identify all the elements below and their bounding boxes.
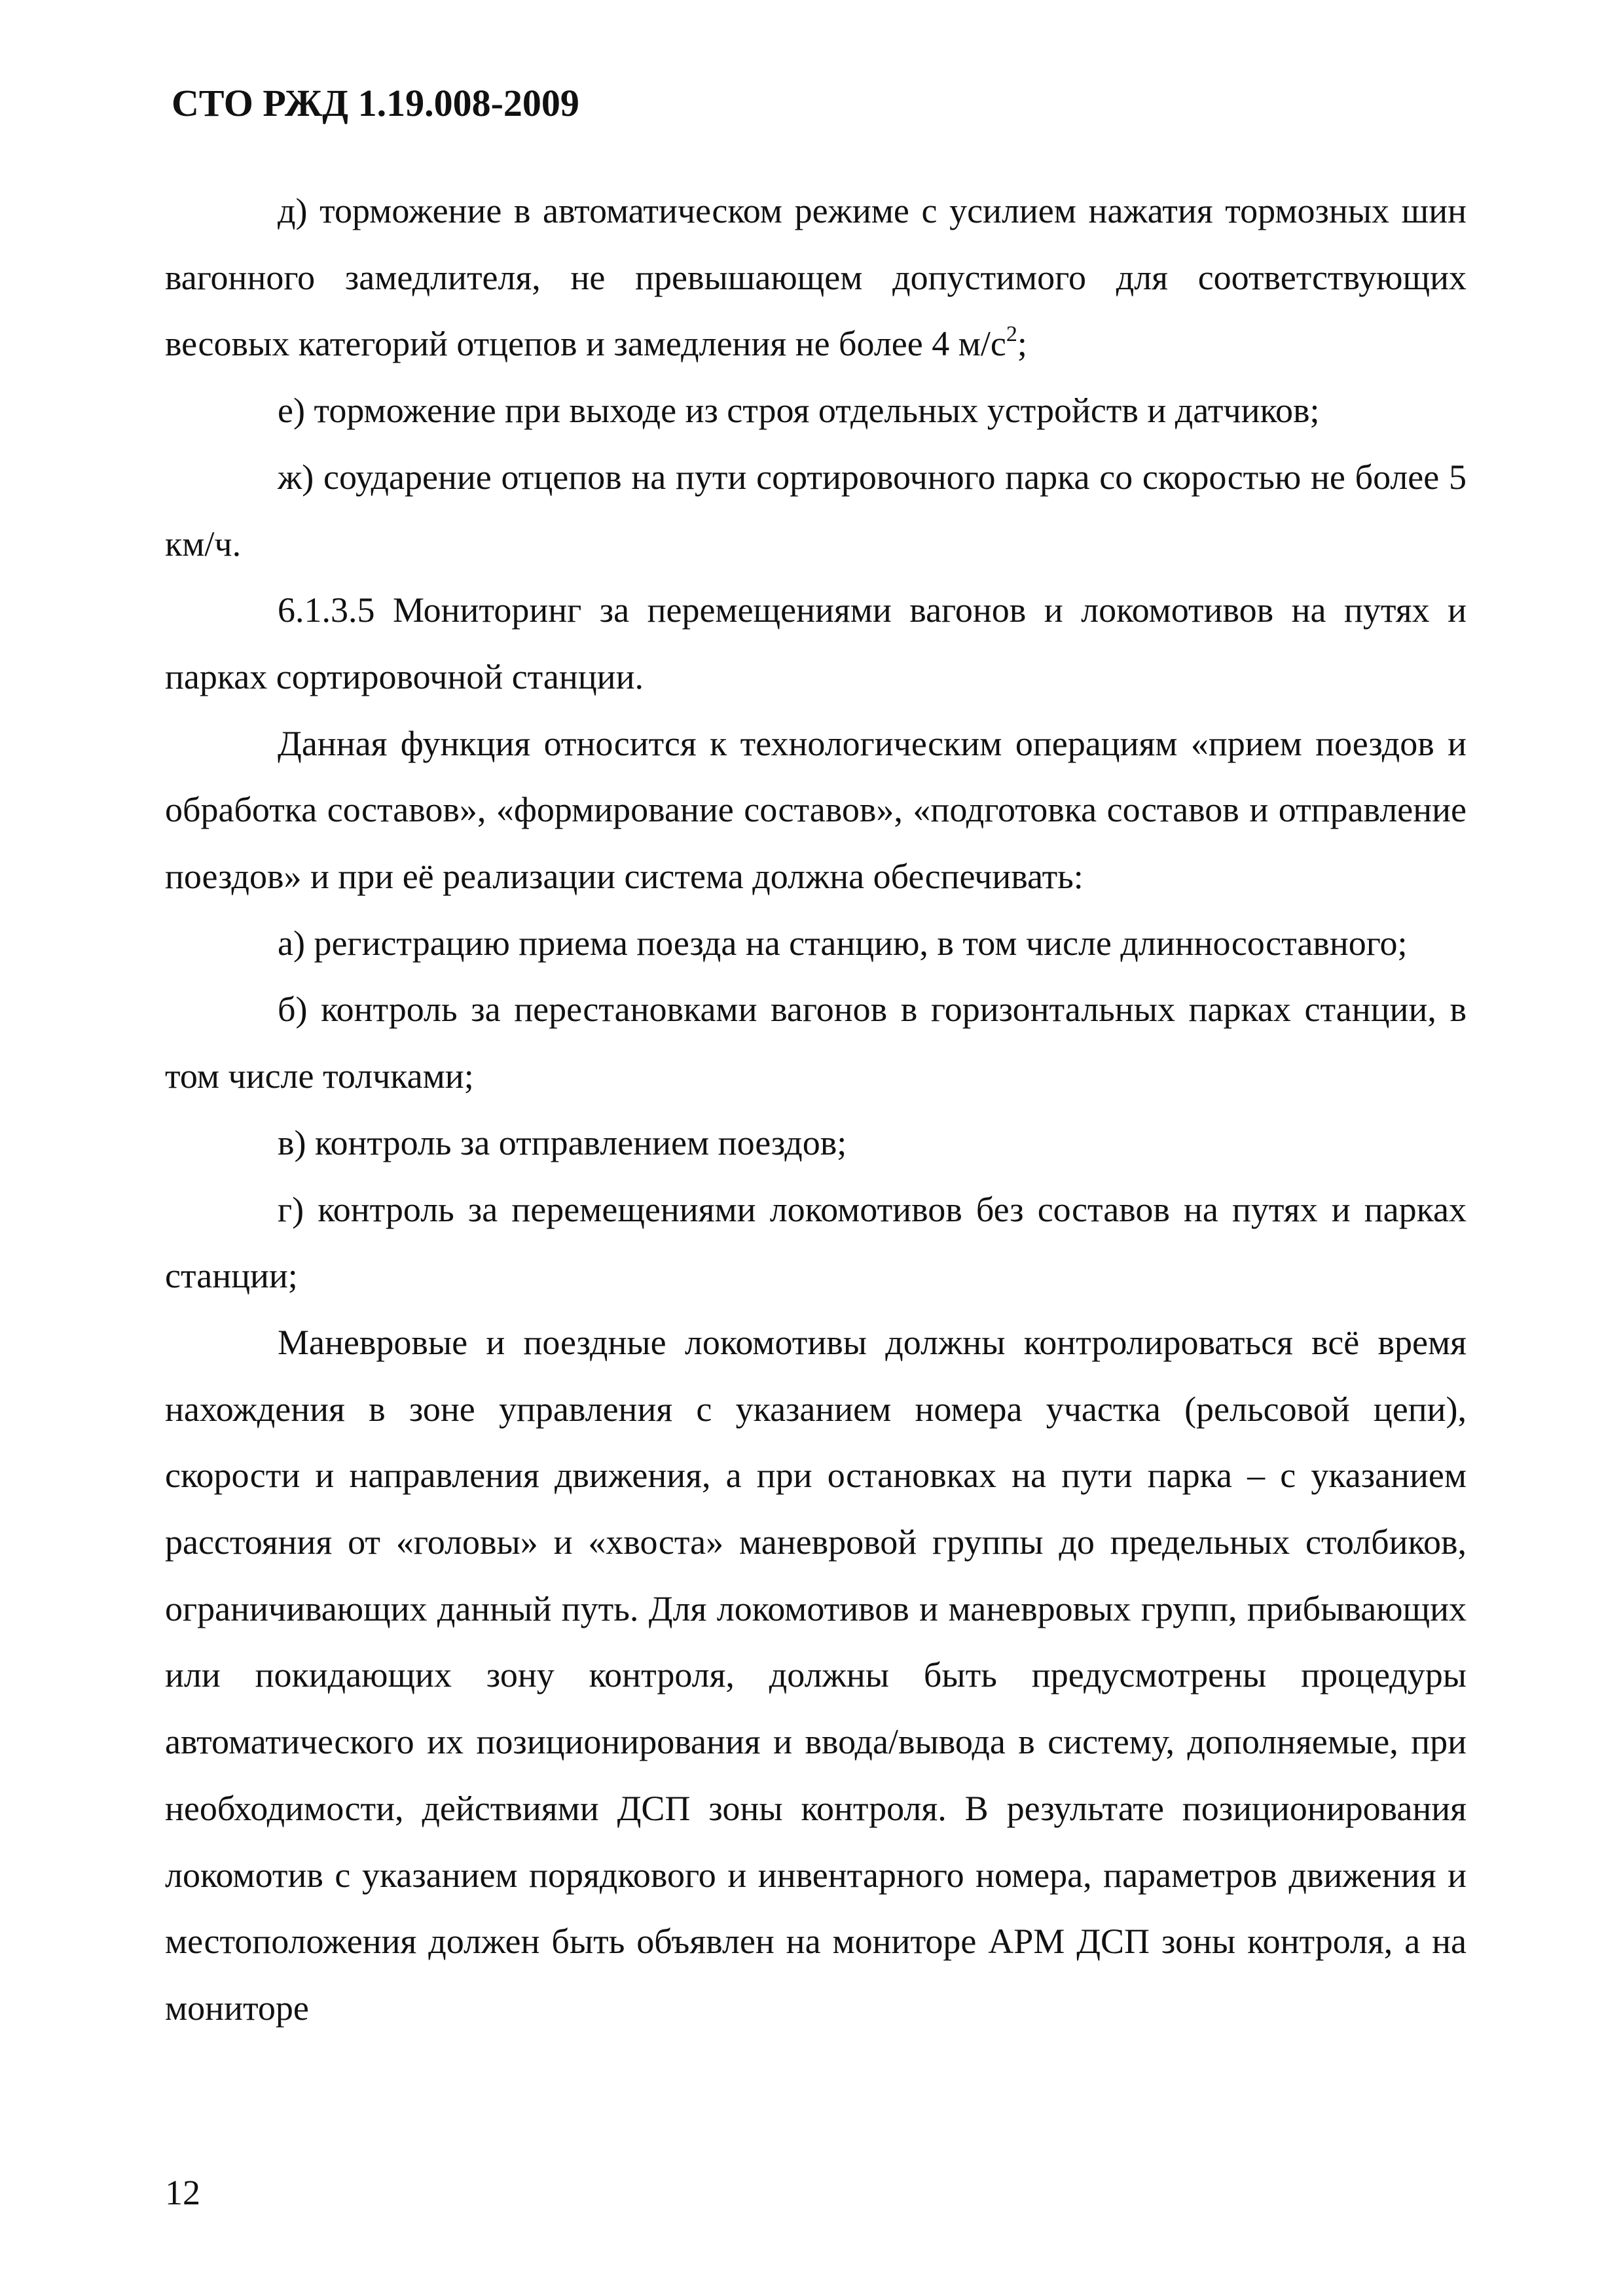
- paragraph-item-e: е) торможение при выходе из строя отдельных устройств и датчиков;: [278, 391, 1320, 431]
- superscript: 2: [1006, 322, 1017, 347]
- paragraph-item-v: в) контроль за отправлением поездов;: [278, 1122, 847, 1162]
- paragraph-item-b: б) контроль за перестановками вагонов в горизонтальных парках станции, в том числе толчками;: [165, 990, 1467, 1096]
- paragraph-item-zh: ж) соударение отцепов на пути сортировочного парка со скоростью не более 5 км/ч.: [165, 457, 1467, 564]
- paragraph-text: д) торможение в автоматическом режиме с усилием нажатия тормозных шин вагонного замедлителя, не превышающем допустимого для соответствующих весовых категорий отцепов и замедления не более 4 м/с: [165, 191, 1467, 364]
- paragraph-locomotives: Маневровые и поездные локомотивы должны контролироваться всё время нахождения в зоне управления с указанием номера участка (рельсовой цепи), скорости и направления движения, а при остановках на пути парка – с указанием расстояния от «головы» и «хвоста» маневровой группы до предельных столбиков, ограничивающих данный путь. Для локомотивов и маневровых групп, прибывающих или покидающих зону контроля, должны быть предусмотрены процедуры автоматического их позиционирования и ввода/вывода в систему, дополняемые, при необходимости, действиями ДСП зоны контроля. В результате позиционирования локомотив с указанием порядкового и инвентарного номера, параметров движения и местоположения должен быть объявлен на мониторе АРМ ДСП зоны контроля, а на мониторе: [165, 1322, 1467, 2028]
- paragraph-item-g: г) контроль за перемещениями локомотивов без составов на путях и парках станции;: [165, 1189, 1467, 1296]
- paragraph-tail: ;: [1017, 324, 1027, 364]
- document-body: [165, 178, 1467, 2042]
- paragraph-item-d: [165, 178, 1467, 378]
- document-header: СТО РЖД 1.19.008-2009: [172, 82, 579, 124]
- page-number: 12: [165, 2173, 200, 2212]
- section-6-1-3-5: 6.1.3.5 Мониторинг за перемещениями вагонов и локомотивов на путях и парках сортировочной станции.: [165, 590, 1467, 696]
- paragraph-item-a: а) регистрацию приема поезда на станцию, в том числе длинносоставного;: [278, 923, 1408, 963]
- paragraph-function-description: Данная функция относится к технологическим операциям «прием поездов и обработка составов», «формирование составов», «подготовка составов и отправление поездов» и при её реализации система должна обеспечивать:: [165, 723, 1467, 897]
